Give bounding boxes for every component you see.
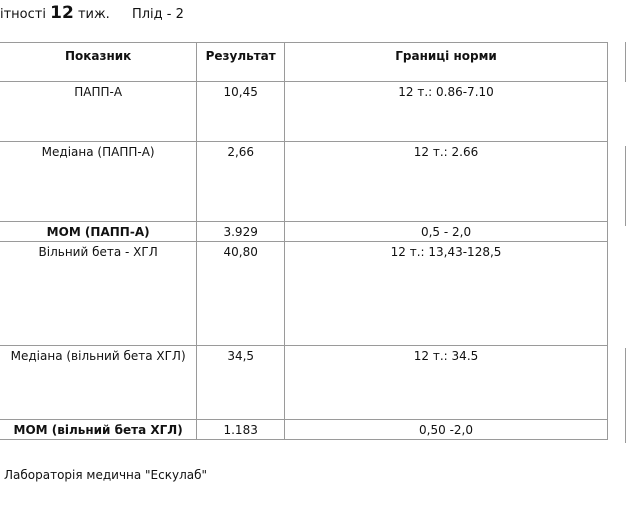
result-value: 40,80 (197, 242, 285, 346)
cut-column-border (625, 42, 626, 82)
table-row (0, 142, 608, 222)
cut-column-border (625, 146, 626, 226)
table-row (0, 242, 608, 346)
pregnancy-term-label: ітності (0, 7, 46, 22)
column-header-reference-range: Границі норми (285, 43, 608, 82)
result-value: 3.929 (197, 222, 285, 242)
indicator-name: Медіана (ПАПП-А) (0, 142, 197, 222)
reference-range: 12 т.: 0.86-7.10 (285, 82, 608, 142)
result-value: 10,45 (197, 82, 285, 142)
table-row (0, 222, 608, 242)
column-header-result: Результат (197, 43, 285, 82)
table-header-row (0, 43, 608, 82)
indicator-name: Медіана (вільний бета ХГЛ) (0, 346, 197, 420)
result-value: 1.183 (197, 420, 285, 440)
indicator-name: МОМ (ПАПП-А) (0, 222, 197, 242)
indicator-name: МОМ (вільний бета ХГЛ) (0, 420, 197, 440)
cut-column-border (625, 348, 626, 443)
result-value: 2,66 (197, 142, 285, 222)
indicator-name: Вільний бета - ХГЛ (0, 242, 197, 346)
report-header (0, 3, 184, 23)
fetus-number: Плід - 2 (131, 7, 184, 22)
reference-range: 0,5 - 2,0 (285, 222, 608, 242)
weeks-unit: тиж. (77, 7, 110, 22)
table-row (0, 346, 608, 420)
reference-range: 12 т.: 2.66 (285, 142, 608, 222)
column-header-indicator: Показник (0, 43, 197, 82)
results-table (0, 42, 608, 440)
indicator-name: ПАПП-А (0, 82, 197, 142)
lab-name: Лабораторія медична "Ескулаб" (4, 468, 208, 482)
reference-range: 12 т.: 34.5 (285, 346, 608, 420)
result-value: 34,5 (197, 346, 285, 420)
table-row (0, 420, 608, 440)
reference-range: 0,50 -2,0 (285, 420, 608, 440)
table-row (0, 82, 608, 142)
pregnancy-weeks-value: 12 (50, 3, 74, 23)
reference-range: 12 т.: 13,43-128,5 (285, 242, 608, 346)
